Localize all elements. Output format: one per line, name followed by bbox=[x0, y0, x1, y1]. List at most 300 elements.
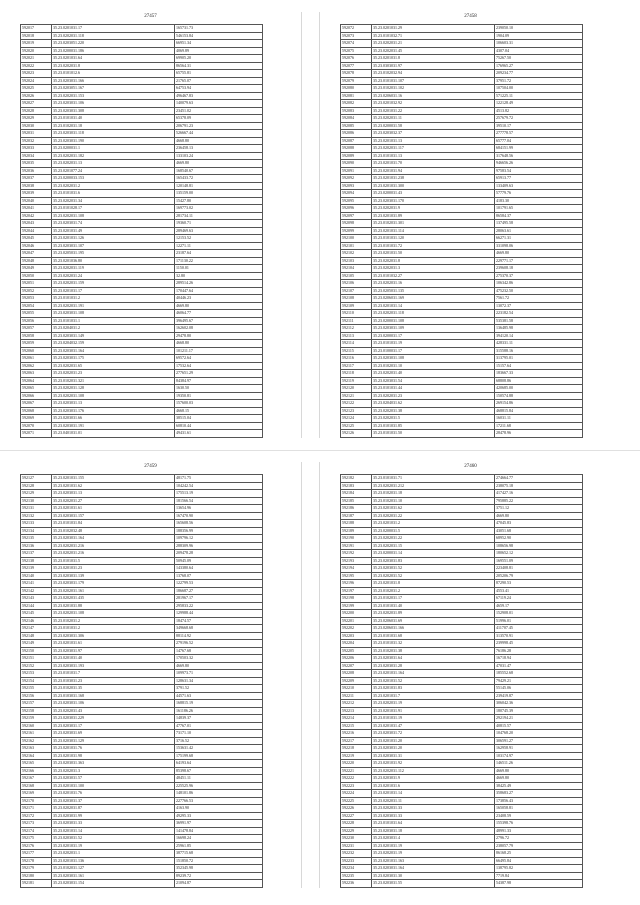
table-row bbox=[21, 227, 263, 235]
row-id-cell: 592064 bbox=[21, 377, 52, 385]
table-row bbox=[341, 850, 583, 858]
code-cell: 35.23.0203031.106 bbox=[52, 100, 175, 108]
row-id-cell: 592142 bbox=[21, 587, 52, 595]
amount-cell: 279196.52 bbox=[175, 640, 263, 648]
code-cell: 35.23.0202031.212 bbox=[372, 482, 495, 490]
code-cell: 35.23.0102031.321 bbox=[52, 377, 175, 385]
amount-cell: 109973.71 bbox=[175, 670, 263, 678]
row-id-cell: 592206 bbox=[341, 655, 372, 663]
row-id-cell: 592095 bbox=[341, 197, 372, 205]
code-cell: 35.23.0203031.193 bbox=[52, 662, 175, 670]
code-cell: 35.23.0201031.61 bbox=[52, 505, 175, 513]
code-cell: 35.23.0203031.17 bbox=[52, 722, 175, 730]
amount-cell: 162602.08 bbox=[175, 325, 263, 333]
amount-cell: 103174.97 bbox=[495, 752, 583, 760]
amount-cell: 4669.80 bbox=[175, 302, 263, 310]
row-id-cell: 592033 bbox=[21, 145, 52, 153]
row-id-cell: 592024 bbox=[21, 77, 52, 85]
amount-cell: 129988.44 bbox=[175, 610, 263, 618]
code-cell: 35.23.0201031.94 bbox=[372, 167, 495, 175]
row-id-cell: 592225 bbox=[341, 797, 372, 805]
row-id-cell: 592020 bbox=[21, 47, 52, 55]
table-row bbox=[21, 707, 263, 715]
table-row bbox=[341, 280, 583, 288]
table-row bbox=[21, 250, 263, 258]
table-row bbox=[341, 707, 583, 715]
amount-cell: 205206.79 bbox=[495, 572, 583, 580]
table-row bbox=[21, 175, 263, 183]
amount-cell: 176965.27 bbox=[495, 62, 583, 70]
code-cell: 35.23.0203031.64 bbox=[372, 655, 495, 663]
amount-cell: 535381.58 bbox=[495, 317, 583, 325]
amount-cell: 66271.31 bbox=[495, 235, 583, 243]
amount-cell: 289469.63 bbox=[175, 227, 263, 235]
code-cell: 35.23.0200033.153 bbox=[52, 175, 175, 183]
row-id-cell: 592184 bbox=[341, 490, 372, 498]
row-id-cell: 592090 bbox=[341, 160, 372, 168]
table-row bbox=[341, 182, 583, 190]
table-row bbox=[21, 317, 263, 325]
row-id-cell: 592120 bbox=[341, 385, 372, 393]
amount-cell: 135159.00 bbox=[175, 190, 263, 198]
code-cell: 35.23.0203031.108 bbox=[372, 355, 495, 363]
table-row bbox=[341, 227, 583, 235]
row-id-cell: 592232 bbox=[341, 850, 372, 858]
table-row bbox=[21, 752, 263, 760]
code-cell: 35.23.0201031.8 bbox=[372, 580, 495, 588]
table-row bbox=[21, 47, 263, 55]
code-cell: 35.23.0203031.139 bbox=[52, 572, 175, 580]
table-row bbox=[21, 167, 263, 175]
table-row bbox=[341, 610, 583, 618]
row-id-cell: 592185 bbox=[341, 497, 372, 505]
table-row bbox=[341, 565, 583, 573]
table-row bbox=[341, 655, 583, 663]
code-cell: 35.23.0201031.62 bbox=[372, 505, 495, 513]
code-cell: 35.23.0201031.62 bbox=[52, 482, 175, 490]
row-id-cell: 592180 bbox=[21, 872, 52, 880]
table-row bbox=[341, 737, 583, 745]
table-row bbox=[21, 280, 263, 288]
code-cell: 35.23.0203031.52 bbox=[52, 835, 175, 843]
amount-cell: 4659.17 bbox=[495, 602, 583, 610]
row-id-cell: 592143 bbox=[21, 595, 52, 603]
code-cell: 35.23.0202031.45 bbox=[372, 47, 495, 55]
amount-cell: 38425.49 bbox=[495, 782, 583, 790]
amount-cell: 97583.54 bbox=[495, 167, 583, 175]
row-id-cell: 592105 bbox=[341, 272, 372, 280]
row-id-cell: 592041 bbox=[21, 205, 52, 213]
amount-cell: 48451.11 bbox=[175, 775, 263, 783]
amount-cell: 183667.33 bbox=[495, 370, 583, 378]
table-row bbox=[341, 152, 583, 160]
table-row bbox=[21, 287, 263, 295]
code-cell: 35.23.0202031.118 bbox=[372, 310, 495, 318]
amount-cell: 162958.91 bbox=[495, 745, 583, 753]
sheet-page-27460 bbox=[319, 462, 621, 888]
code-cell: 35.23.0201031.164 bbox=[372, 670, 495, 678]
amount-cell: 4513.82 bbox=[495, 107, 583, 115]
amount-cell: 1904.09 bbox=[495, 32, 583, 40]
row-id-cell: 592156 bbox=[21, 692, 52, 700]
code-cell: 35.23.0202031.24 bbox=[52, 272, 175, 280]
code-cell: 35.23.0101031.2 bbox=[52, 625, 175, 633]
row-id-cell: 592205 bbox=[341, 647, 372, 655]
amount-cell: 136485.98 bbox=[495, 325, 583, 333]
code-cell: 35.23.0204031.2 bbox=[52, 325, 175, 333]
row-id-cell: 592186 bbox=[341, 505, 372, 513]
table-row bbox=[341, 25, 583, 33]
code-cell: 35.23.0201031.22 bbox=[372, 107, 495, 115]
code-cell: 35.23.0203031.52 bbox=[372, 565, 495, 573]
code-cell: 35.23.0202031.3 bbox=[372, 265, 495, 273]
table-row bbox=[341, 377, 583, 385]
table-row bbox=[21, 820, 263, 828]
amount-cell: 36991.97 bbox=[175, 820, 263, 828]
table-row bbox=[341, 392, 583, 400]
row-id-cell: 592073 bbox=[341, 32, 372, 40]
amount-cell: 32.80 bbox=[175, 272, 263, 280]
table-row bbox=[21, 797, 263, 805]
amount-cell: 281967.17 bbox=[175, 595, 263, 603]
row-id-cell: 592052 bbox=[21, 287, 52, 295]
table-row bbox=[21, 505, 263, 513]
table-row bbox=[21, 557, 263, 565]
amount-cell: 37951.72 bbox=[495, 77, 583, 85]
table-row bbox=[21, 347, 263, 355]
row-id-cell: 592159 bbox=[21, 715, 52, 723]
table-row bbox=[341, 820, 583, 828]
amount-cell: 143380.64 bbox=[175, 565, 263, 573]
code-cell: 35.23.0203031.107 bbox=[52, 242, 175, 250]
table-row bbox=[21, 587, 263, 595]
row-id-cell: 592021 bbox=[21, 55, 52, 63]
amount-cell: 4669.80 bbox=[495, 775, 583, 783]
amount-cell: 76186.28 bbox=[495, 647, 583, 655]
code-cell: 35.23.0202031.22 bbox=[372, 512, 495, 520]
table-row bbox=[21, 197, 263, 205]
table-row bbox=[341, 332, 583, 340]
amount-cell: 65913.77 bbox=[495, 175, 583, 183]
table-row bbox=[341, 625, 583, 633]
amount-cell: 269154.86 bbox=[495, 400, 583, 408]
code-cell: 35.23.0202031.22 bbox=[372, 535, 495, 543]
table-row bbox=[341, 527, 583, 535]
code-cell: 35.23.0202031.8 bbox=[372, 257, 495, 265]
code-cell: 35.23.0203031.190 bbox=[52, 137, 175, 145]
amount-cell: 223408.81 bbox=[495, 565, 583, 573]
amount-cell: 168540.67 bbox=[175, 167, 263, 175]
code-cell: 35.23.0205031.195 bbox=[52, 250, 175, 258]
code-cell: 35.23.0200031.186 bbox=[52, 47, 175, 55]
sheet-table bbox=[20, 474, 263, 888]
amount-cell: 175199.68 bbox=[175, 752, 263, 760]
amount-cell: 238075.18 bbox=[495, 482, 583, 490]
table-row bbox=[341, 175, 583, 183]
table-row bbox=[341, 430, 583, 438]
table-row bbox=[21, 325, 263, 333]
table-row bbox=[21, 265, 263, 273]
code-cell: 35.23.0201031.114 bbox=[372, 227, 495, 235]
row-id-cell: 592056 bbox=[21, 317, 52, 325]
code-cell: 35.23.0201031.100 bbox=[52, 782, 175, 790]
code-cell: 35.23.0204031.62 bbox=[372, 400, 495, 408]
row-id-cell: 592175 bbox=[21, 835, 52, 843]
amount-cell: 239608.18 bbox=[495, 265, 583, 273]
code-cell: 35.23.0203031.33 bbox=[52, 820, 175, 828]
row-id-cell: 592050 bbox=[21, 272, 52, 280]
table-row bbox=[341, 130, 583, 138]
code-cell: 35.23.0101031.84 bbox=[52, 520, 175, 528]
amount-cell: 17532.64 bbox=[175, 362, 263, 370]
row-id-cell: 592194 bbox=[341, 565, 372, 573]
amount-cell: 44571.63 bbox=[175, 692, 263, 700]
code-cell: 35.23.0101031.1 bbox=[52, 317, 175, 325]
amount-cell: 2796.72 bbox=[495, 835, 583, 843]
table-row bbox=[21, 490, 263, 498]
amount-cell: 277778.57 bbox=[495, 130, 583, 138]
row-id-cell: 592145 bbox=[21, 610, 52, 618]
sheet-page-27458 bbox=[319, 12, 621, 438]
code-cell: 35.23.0202031.33 bbox=[372, 805, 495, 813]
row-id-cell: 592051 bbox=[21, 280, 52, 288]
table-row bbox=[21, 145, 263, 153]
row-id-cell: 592046 bbox=[21, 242, 52, 250]
code-cell: 35.23.0202031.9 bbox=[372, 205, 495, 213]
amount-cell: 88114.92 bbox=[175, 632, 263, 640]
row-id-cell: 592036 bbox=[21, 167, 52, 175]
amount-cell: 1150.01 bbox=[175, 265, 263, 273]
code-cell: 35.23.0303031.97 bbox=[372, 62, 495, 70]
amount-cell: 122128.49 bbox=[495, 100, 583, 108]
code-cell: 35.23.0202031.3 bbox=[52, 767, 175, 775]
row-id-cell: 592108 bbox=[341, 295, 372, 303]
amount-cell: 66951.34 bbox=[175, 40, 263, 48]
code-cell: 35.23.0201077.24 bbox=[52, 167, 175, 175]
row-id-cell: 592140 bbox=[21, 572, 52, 580]
amount-cell: 4163.90 bbox=[175, 805, 263, 813]
row-id-cell: 592202 bbox=[341, 625, 372, 633]
code-cell: 35.23.0203031.4 bbox=[372, 835, 495, 843]
row-id-cell: 592174 bbox=[21, 827, 52, 835]
table-row bbox=[341, 512, 583, 520]
amount-cell: 225525.96 bbox=[175, 782, 263, 790]
row-id-cell: 592035 bbox=[21, 160, 52, 168]
table-row bbox=[21, 655, 263, 663]
row-id-cell: 592104 bbox=[341, 265, 372, 273]
code-cell: 35.23.0102031.18 bbox=[52, 122, 175, 130]
code-cell: 35.23.0203031.118 bbox=[52, 130, 175, 138]
row-id-cell: 592094 bbox=[341, 190, 372, 198]
code-cell: 35.23.0102031.102 bbox=[372, 85, 495, 93]
amount-cell: 165433.72 bbox=[175, 175, 263, 183]
amount-cell: 85398.67 bbox=[175, 767, 263, 775]
amount-cell: 66495.84 bbox=[495, 857, 583, 865]
code-cell: 35.23.0203031.37 bbox=[52, 797, 175, 805]
table-row bbox=[341, 767, 583, 775]
row-id-cell: 592157 bbox=[21, 700, 52, 708]
table-row bbox=[21, 602, 263, 610]
amount-cell: 152908.01 bbox=[495, 610, 583, 618]
table-row bbox=[341, 550, 583, 558]
row-id-cell: 592109 bbox=[341, 302, 372, 310]
code-cell: 35.23.0201031.13 bbox=[372, 137, 495, 145]
amount-cell: 571225.11 bbox=[495, 92, 583, 100]
amount-cell: 188356.99 bbox=[175, 527, 263, 535]
code-cell: 35.23.0203051.167 bbox=[52, 85, 175, 93]
code-cell: 35.23.0201031.76 bbox=[52, 790, 175, 798]
row-id-cell: 592115 bbox=[341, 347, 372, 355]
amount-cell: 168815.19 bbox=[175, 700, 263, 708]
amount-cell: 23451.02 bbox=[175, 107, 263, 115]
amount-cell: 23187.64 bbox=[175, 250, 263, 258]
code-cell: 35.23.0200031.43 bbox=[372, 190, 495, 198]
row-id-cell: 592103 bbox=[341, 257, 372, 265]
amount-cell: 331098.06 bbox=[495, 242, 583, 250]
amount-cell: 306591.27 bbox=[495, 737, 583, 745]
row-id-cell: 592218 bbox=[341, 745, 372, 753]
amount-cell: 65777.04 bbox=[495, 137, 583, 145]
table-row bbox=[341, 190, 583, 198]
row-id-cell: 592182 bbox=[341, 475, 372, 483]
row-id-cell: 592189 bbox=[341, 527, 372, 535]
amount-cell: 49295.33 bbox=[175, 812, 263, 820]
row-id-cell: 592039 bbox=[21, 190, 52, 198]
amount-cell: 7561.72 bbox=[495, 295, 583, 303]
table-row bbox=[341, 287, 583, 295]
table-row bbox=[21, 617, 263, 625]
amount-cell: 239419.87 bbox=[495, 692, 583, 700]
row-id-cell: 592154 bbox=[21, 677, 52, 685]
table-row bbox=[21, 370, 263, 378]
code-cell: 35.23.0201031.136 bbox=[52, 857, 175, 865]
row-id-cell: 592168 bbox=[21, 782, 52, 790]
code-cell: 35.23.0201031.83 bbox=[372, 685, 495, 693]
table-row bbox=[21, 482, 263, 490]
row-id-cell: 592111 bbox=[341, 317, 372, 325]
table-row bbox=[341, 835, 583, 843]
table-row bbox=[21, 670, 263, 678]
row-id-cell: 592216 bbox=[341, 730, 372, 738]
code-cell: 35.23.0201031.238 bbox=[372, 175, 495, 183]
table-row bbox=[21, 182, 263, 190]
row-id-cell: 592079 bbox=[341, 77, 372, 85]
row-id-cell: 592172 bbox=[21, 812, 52, 820]
table-row bbox=[341, 122, 583, 130]
row-id-cell: 592229 bbox=[341, 827, 372, 835]
code-cell: 35.23.0201031.8 bbox=[372, 55, 495, 63]
code-cell: 35.23.0201031.76 bbox=[52, 745, 175, 753]
code-cell: 35.23.0101031.85 bbox=[372, 422, 495, 430]
row-id-cell: 592188 bbox=[341, 520, 372, 528]
code-cell: 35.23.0100031.17 bbox=[372, 347, 495, 355]
row-id-cell: 592151 bbox=[21, 655, 52, 663]
amount-cell: 12271.11 bbox=[175, 242, 263, 250]
code-cell: 35.23.0202031.161 bbox=[52, 587, 175, 595]
row-id-cell: 592022 bbox=[21, 62, 52, 70]
amount-cell: 48991.33 bbox=[495, 827, 583, 835]
row-id-cell: 592204 bbox=[341, 640, 372, 648]
table-row bbox=[21, 130, 263, 138]
amount-cell: 84384.97 bbox=[175, 377, 263, 385]
amount-cell: 104242.54 bbox=[175, 482, 263, 490]
table-row bbox=[21, 842, 263, 850]
row-id-cell: 592062 bbox=[21, 362, 52, 370]
table-row bbox=[341, 250, 583, 258]
amount-cell: 3716.52 bbox=[175, 737, 263, 745]
row-id-cell: 592119 bbox=[341, 377, 372, 385]
table-row bbox=[21, 692, 263, 700]
code-cell: 35.23.0101032.71 bbox=[372, 32, 495, 40]
code-cell: 35.23.0101031.44 bbox=[372, 385, 495, 393]
table-row bbox=[341, 355, 583, 363]
code-cell: 35.23.0203031.55 bbox=[372, 880, 495, 888]
table-row bbox=[341, 47, 583, 55]
amount-cell: 1630.50 bbox=[175, 385, 263, 393]
table-row bbox=[21, 70, 263, 78]
row-id-cell: 592045 bbox=[21, 235, 52, 243]
code-cell: 35.23.0201031.70 bbox=[372, 160, 495, 168]
row-id-cell: 592141 bbox=[21, 580, 52, 588]
amount-cell: 313795.01 bbox=[495, 355, 583, 363]
code-cell: 35.23.0206031.169 bbox=[372, 295, 495, 303]
table-row bbox=[341, 587, 583, 595]
table-row bbox=[21, 212, 263, 220]
code-cell: 35.23.0203031.18 bbox=[372, 827, 495, 835]
code-cell: 35.23.0203051.220 bbox=[52, 40, 175, 48]
row-id-cell: 592068 bbox=[21, 407, 52, 415]
table-row bbox=[21, 107, 263, 115]
table-row bbox=[21, 632, 263, 640]
sheet-title: 27460 bbox=[464, 464, 477, 469]
row-id-cell: 592130 bbox=[21, 497, 52, 505]
code-cell: 35.23.0201031.7 bbox=[372, 692, 495, 700]
code-cell: 35.23.0102031.10 bbox=[372, 362, 495, 370]
row-id-cell: 592123 bbox=[341, 407, 372, 415]
table-row bbox=[21, 332, 263, 340]
code-cell: 35.23.0202031.87 bbox=[52, 805, 175, 813]
row-id-cell: 592233 bbox=[341, 857, 372, 865]
row-id-cell: 592192 bbox=[341, 550, 372, 558]
code-cell: 35.23.0202031.2 bbox=[52, 182, 175, 190]
amount-cell: 101791.65 bbox=[495, 205, 583, 213]
code-cell: 35.23.0203031.30 bbox=[372, 872, 495, 880]
code-cell: 35.23.0203031.308 bbox=[52, 107, 175, 115]
row-id-cell: 592027 bbox=[21, 100, 52, 108]
table-row bbox=[341, 715, 583, 723]
table-row bbox=[341, 745, 583, 753]
code-cell: 35.23.0202031.23 bbox=[372, 392, 495, 400]
amount-cell: 65378.09 bbox=[175, 115, 263, 123]
amount-cell: 396495.67 bbox=[175, 317, 263, 325]
table-row bbox=[21, 580, 263, 588]
amount-cell: 236458.13 bbox=[175, 145, 263, 153]
code-cell: 35.23.0201031.89 bbox=[372, 212, 495, 220]
row-id-cell: 592078 bbox=[341, 70, 372, 78]
row-id-cell: 592070 bbox=[21, 422, 52, 430]
code-cell: 35.23.0203031.176 bbox=[52, 407, 175, 415]
code-cell: 35.23.0203031.179 bbox=[52, 580, 175, 588]
table-row bbox=[341, 85, 583, 93]
row-id-cell: 592086 bbox=[341, 130, 372, 138]
row-id-cell: 592122 bbox=[341, 400, 372, 408]
row-id-cell: 592100 bbox=[341, 235, 372, 243]
table-row bbox=[21, 512, 263, 520]
amount-cell: 15157.64 bbox=[495, 362, 583, 370]
table-row bbox=[21, 767, 263, 775]
row-id-cell: 592215 bbox=[341, 722, 372, 730]
row-id-cell: 592077 bbox=[341, 62, 372, 70]
